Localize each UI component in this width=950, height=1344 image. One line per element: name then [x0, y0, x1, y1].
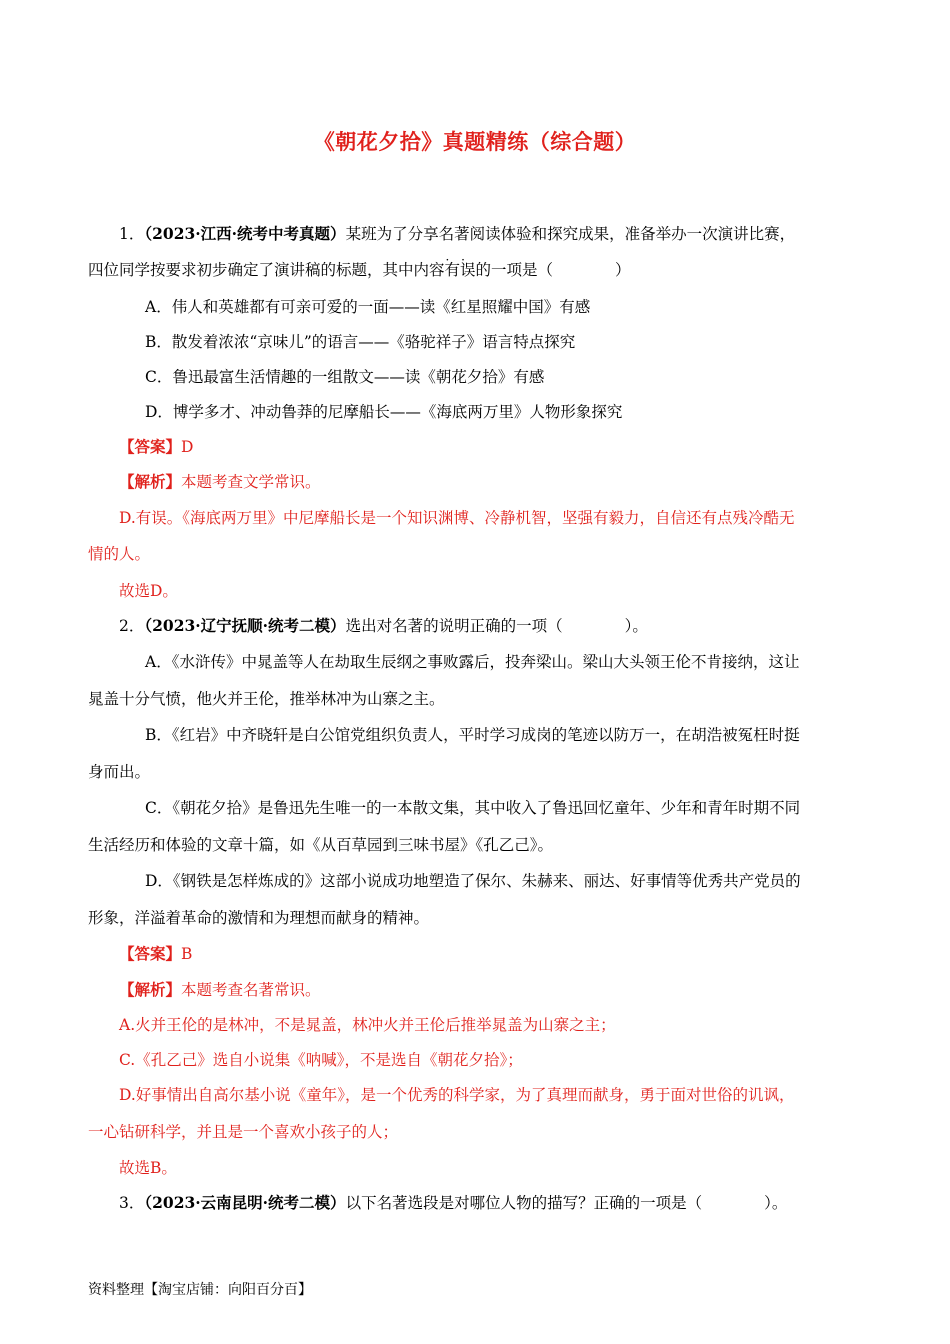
q3-stem-text: 以下名著选段是对哪位人物的描写？正确的一项是（ ）。 [345, 1194, 788, 1212]
page-footer: 资料整理【淘宝店铺：向阳百分百】 [88, 1282, 312, 1298]
q2-option-a-line2: 晁盖十分气愤，他火并王伦，推举林冲为山寨之主。 [88, 690, 445, 708]
q1-analysis [119, 471, 321, 493]
q2-stem-text: 选出对名著的说明正确的一项（ ）。 [345, 617, 648, 635]
page-title: 《朝花夕拾》真题精练（综合题） [313, 129, 637, 154]
q2-option-a-line1: A．《水浒传》中晁盖等人在劫取生辰纲之事败露后，投奔梁山。梁山大头领王伦不肯接纳，这让 [145, 653, 800, 671]
q1-stem-a: 某班为了分享名著阅读体验和探究成果，准备举办一次演讲比赛， [345, 225, 796, 243]
q1-analysis-text: 本题考查文学常识。 [181, 473, 321, 491]
q2-option-b-line2: 身而出。 [88, 763, 151, 781]
q1-option-c: C．鲁迅最富生活情趣的一组散文——读《朝花夕拾》有感 [145, 368, 545, 386]
q1-conclusion: 故选D。 [119, 582, 178, 600]
q3-source: （2023·云南昆明·统考二模） [144, 1193, 346, 1212]
q1-answer-label: 【答案】 [119, 437, 182, 456]
q1-source: （2023·江西·统考中考真题） [144, 224, 346, 243]
q1-answer [119, 436, 193, 458]
q3-number: 3． [119, 1194, 145, 1212]
q2-answer-label: 【答案】 [119, 944, 182, 963]
q2-explain-d-line1: D.好事情出自高尔基小说《童年》，是一个优秀的科学家，为了真理而献身，勇于面对世俗的讥讽， [119, 1086, 795, 1104]
q2-stem [119, 615, 648, 637]
q1-analysis-label: 【解析】 [119, 472, 182, 491]
q1-option-a: A．伟人和英雄都有可亲可爱的一面——读《红星照耀中国》有感 [145, 298, 591, 316]
q1-stem-line1 [119, 223, 795, 245]
q2-answer [119, 943, 192, 965]
q2-source: （2023·辽宁抚顺·统考二模） [144, 616, 346, 635]
q2-explain-d-line2: 一心钻研科学，并且是一个喜欢小孩子的人； [88, 1123, 399, 1141]
q2-conclusion: 故选B。 [119, 1159, 177, 1177]
q2-analysis-text: 本题考查名著常识。 [181, 981, 321, 999]
q2-option-d-line1: D．《钢铁是怎样炼成的》这部小说成功地塑造了保尔、朱赫来、丽达、好事情等优秀共产党员的 [145, 872, 801, 890]
q1-answer-value: D [181, 438, 194, 456]
q2-number: 2． [119, 617, 145, 635]
q2-option-c-line2: 生活经历和体验的文章十篇，如《从百草园到三味书屋》《孔乙己》。 [88, 836, 554, 854]
q2-option-b-line1: B．《红岩》中齐晓轩是白公馆党组织负责人，平时学习成岗的笔迹以防万一，在胡浩被冤枉时挺 [145, 726, 800, 744]
q1-stem-emphasis: 有误 · · [445, 261, 476, 279]
q2-option-d-line2: 形象，洋溢着革命的激情和为理想而献身的精神。 [88, 909, 430, 927]
q2-answer-value: B [181, 945, 193, 963]
q1-option-b: B．散发着浓浓“京味儿”的语言——《骆驼祥子》语言特点探究 [145, 333, 576, 351]
q2-option-c-line1: C．《朝花夕拾》是鲁迅先生唯一的一本散文集，其中收入了鲁迅回忆童年、少年和青年时期不同 [145, 799, 801, 817]
q1-option-d: D．博学多才、冲动鲁莽的尼摩船长——《海底两万里》人物形象探究 [145, 403, 623, 421]
q1-stem-b2: 的一项是（ ） [475, 261, 631, 279]
q2-explain-c: C.《孔乙己》选自小说集《呐喊》，不是选自《朝花夕拾》； [119, 1051, 523, 1069]
q1-explain-line2: 情的人。 [88, 545, 151, 563]
q2-analysis-label: 【解析】 [119, 980, 182, 999]
q1-explain-line1: D.有误。《海底两万里》中尼摩船长是一个知识渊博、冷静机智，坚强有毅力，自信还有点残冷酷无 [119, 509, 795, 527]
q1-number: 1． [119, 225, 145, 243]
q3-stem [119, 1192, 787, 1214]
q1-stem-line2 [88, 259, 631, 281]
q2-analysis [119, 979, 321, 1001]
q1-stem-b1: 四位同学按要求初步确定了演讲稿的标题，其中内容 [88, 261, 445, 279]
q2-explain-a: A.火并王伦的是林冲，不是晁盖，林冲火并王伦后推举晁盖为山寨之主； [119, 1016, 616, 1034]
